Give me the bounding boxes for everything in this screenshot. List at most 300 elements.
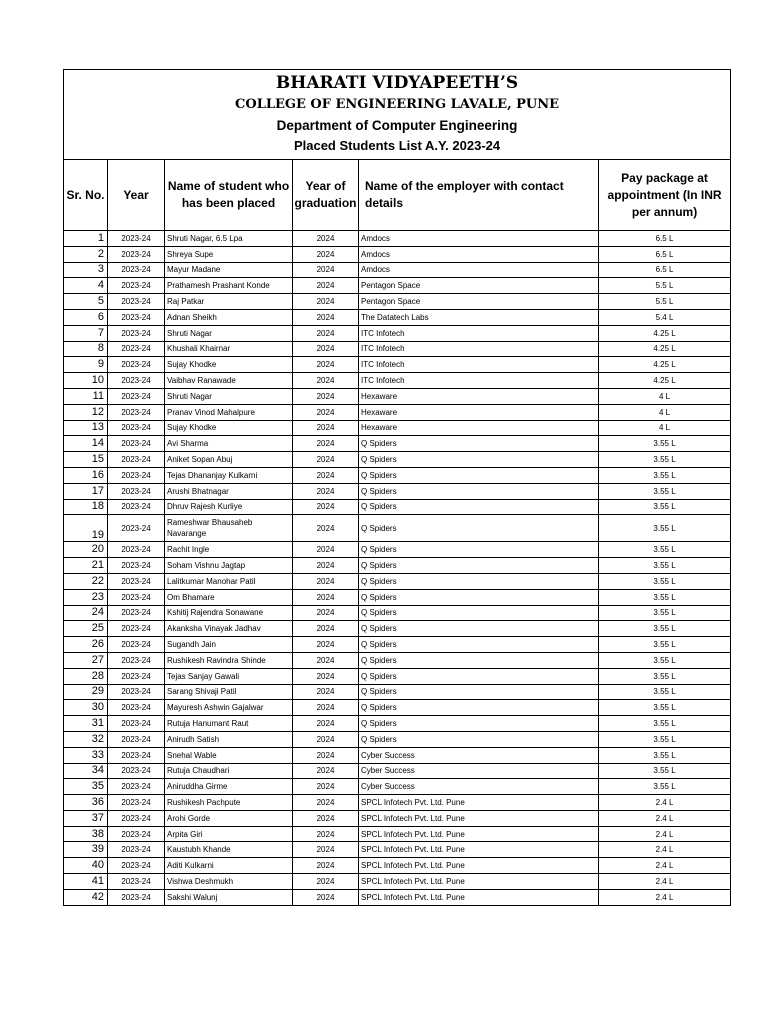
cell-sr-no: 4 bbox=[64, 278, 108, 294]
cell-graduation-year: 2024 bbox=[293, 231, 359, 247]
cell-student-name: Shruti Nagar bbox=[165, 325, 293, 341]
cell-sr-no: 8 bbox=[64, 341, 108, 357]
list-title: Placed Students List A.Y. 2023-24 bbox=[293, 138, 501, 153]
cell-student-name: Rushikesh Pachpute bbox=[165, 795, 293, 811]
cell-employer: Cyber Success bbox=[359, 747, 599, 763]
cell-year: 2023-24 bbox=[108, 700, 165, 716]
cell-sr-no: 34 bbox=[64, 763, 108, 779]
col-header-package: Pay package at appointment (In INR per annum) bbox=[599, 160, 731, 231]
cell-student-name: Tejas Sanjay Gawali bbox=[165, 668, 293, 684]
cell-student-name: Mayuresh Ashwin Gajalwar bbox=[165, 700, 293, 716]
cell-student-name: Sugandh Jain bbox=[165, 637, 293, 653]
cell-graduation-year: 2024 bbox=[293, 325, 359, 341]
cell-graduation-year: 2024 bbox=[293, 795, 359, 811]
cell-employer: Q Spiders bbox=[359, 499, 599, 515]
cell-student-name: Aniket Sopan Abuj bbox=[165, 452, 293, 468]
cell-employer: SPCL Infotech Pvt. Ltd. Pune bbox=[359, 826, 599, 842]
cell-sr-no: 3 bbox=[64, 262, 108, 278]
cell-employer: SPCL Infotech Pvt. Ltd. Pune bbox=[359, 889, 599, 905]
cell-sr-no: 26 bbox=[64, 637, 108, 653]
cell-pay-package: 2.4 L bbox=[599, 826, 731, 842]
college-name: COLLEGE OF ENGINEERING LAVALE, PUNE bbox=[235, 97, 560, 112]
table-row bbox=[64, 262, 731, 278]
cell-pay-package: 3.55 L bbox=[599, 452, 731, 468]
placement-table bbox=[63, 69, 731, 906]
cell-pay-package: 4 L bbox=[599, 388, 731, 404]
cell-student-name: Shruti Nagar, 6.5 Lpa bbox=[165, 231, 293, 247]
cell-student-name: Rushikesh Ravindra Shinde bbox=[165, 652, 293, 668]
cell-year: 2023-24 bbox=[108, 515, 165, 542]
cell-pay-package: 6.5 L bbox=[599, 246, 731, 262]
cell-graduation-year: 2024 bbox=[293, 436, 359, 452]
cell-sr-no: 37 bbox=[64, 810, 108, 826]
cell-graduation-year: 2024 bbox=[293, 637, 359, 653]
cell-sr-no: 25 bbox=[64, 621, 108, 637]
cell-graduation-year: 2024 bbox=[293, 294, 359, 310]
cell-student-name: Sujay Khodke bbox=[165, 357, 293, 373]
cell-graduation-year: 2024 bbox=[293, 731, 359, 747]
cell-student-name: Kshitij Rajendra Sonawane bbox=[165, 605, 293, 621]
cell-employer: Q Spiders bbox=[359, 542, 599, 558]
cell-year: 2023-24 bbox=[108, 874, 165, 890]
cell-year: 2023-24 bbox=[108, 763, 165, 779]
col-header-employer: Name of the employer with contact details bbox=[359, 160, 599, 231]
cell-graduation-year: 2024 bbox=[293, 420, 359, 436]
cell-graduation-year: 2024 bbox=[293, 499, 359, 515]
cell-student-name: Dhruv Rajesh Kurliye bbox=[165, 499, 293, 515]
cell-student-name: Lalitkumar Manohar Patil bbox=[165, 573, 293, 589]
col-header-student: Name of student who has been placed bbox=[165, 160, 293, 231]
cell-year: 2023-24 bbox=[108, 637, 165, 653]
cell-pay-package: 3.55 L bbox=[599, 436, 731, 452]
cell-employer: Q Spiders bbox=[359, 716, 599, 732]
cell-employer: SPCL Infotech Pvt. Ltd. Pune bbox=[359, 858, 599, 874]
cell-year: 2023-24 bbox=[108, 810, 165, 826]
cell-employer: ITC Infotech bbox=[359, 341, 599, 357]
cell-graduation-year: 2024 bbox=[293, 309, 359, 325]
table-row bbox=[64, 858, 731, 874]
cell-graduation-year: 2024 bbox=[293, 874, 359, 890]
cell-sr-no: 41 bbox=[64, 874, 108, 890]
col-header-year: Year bbox=[108, 160, 165, 231]
table-row bbox=[64, 573, 731, 589]
cell-sr-no: 27 bbox=[64, 652, 108, 668]
table-row bbox=[64, 589, 731, 605]
cell-employer: Q Spiders bbox=[359, 483, 599, 499]
cell-year: 2023-24 bbox=[108, 231, 165, 247]
cell-year: 2023-24 bbox=[108, 499, 165, 515]
table-row bbox=[64, 700, 731, 716]
cell-pay-package: 3.55 L bbox=[599, 589, 731, 605]
table-row bbox=[64, 652, 731, 668]
cell-sr-no: 30 bbox=[64, 700, 108, 716]
cell-employer: ITC Infotech bbox=[359, 357, 599, 373]
cell-employer: Amdocs bbox=[359, 246, 599, 262]
cell-graduation-year: 2024 bbox=[293, 246, 359, 262]
table-row bbox=[64, 436, 731, 452]
cell-sr-no: 6 bbox=[64, 309, 108, 325]
cell-pay-package: 4 L bbox=[599, 404, 731, 420]
cell-graduation-year: 2024 bbox=[293, 452, 359, 468]
cell-pay-package: 3.55 L bbox=[599, 652, 731, 668]
cell-year: 2023-24 bbox=[108, 652, 165, 668]
cell-sr-no: 18 bbox=[64, 499, 108, 515]
cell-graduation-year: 2024 bbox=[293, 652, 359, 668]
table-row bbox=[64, 684, 731, 700]
cell-pay-package: 3.55 L bbox=[599, 621, 731, 637]
cell-student-name: Arushi Bhatnagar bbox=[165, 483, 293, 499]
cell-year: 2023-24 bbox=[108, 436, 165, 452]
cell-student-name: Om Bhamare bbox=[165, 589, 293, 605]
cell-graduation-year: 2024 bbox=[293, 357, 359, 373]
cell-graduation-year: 2024 bbox=[293, 621, 359, 637]
cell-pay-package: 3.55 L bbox=[599, 684, 731, 700]
cell-graduation-year: 2024 bbox=[293, 515, 359, 542]
cell-pay-package: 3.55 L bbox=[599, 637, 731, 653]
table-row bbox=[64, 716, 731, 732]
cell-pay-package: 3.55 L bbox=[599, 763, 731, 779]
col-header-sr: Sr. No. bbox=[64, 160, 108, 231]
table-row bbox=[64, 467, 731, 483]
cell-sr-no: 35 bbox=[64, 779, 108, 795]
cell-graduation-year: 2024 bbox=[293, 826, 359, 842]
cell-employer: SPCL Infotech Pvt. Ltd. Pune bbox=[359, 842, 599, 858]
table-row bbox=[64, 731, 731, 747]
cell-employer: Cyber Success bbox=[359, 763, 599, 779]
table-row bbox=[64, 558, 731, 574]
cell-graduation-year: 2024 bbox=[293, 558, 359, 574]
cell-year: 2023-24 bbox=[108, 747, 165, 763]
cell-employer: Q Spiders bbox=[359, 700, 599, 716]
cell-sr-no: 9 bbox=[64, 357, 108, 373]
table-row bbox=[64, 452, 731, 468]
cell-sr-no: 23 bbox=[64, 589, 108, 605]
cell-pay-package: 6.5 L bbox=[599, 231, 731, 247]
cell-pay-package: 3.55 L bbox=[599, 467, 731, 483]
cell-employer: Hexaware bbox=[359, 420, 599, 436]
cell-pay-package: 3.55 L bbox=[599, 483, 731, 499]
cell-graduation-year: 2024 bbox=[293, 589, 359, 605]
cell-student-name: Sujay Khodke bbox=[165, 420, 293, 436]
cell-sr-no: 33 bbox=[64, 747, 108, 763]
cell-pay-package: 6.5 L bbox=[599, 262, 731, 278]
cell-employer: Pentagon Space bbox=[359, 278, 599, 294]
cell-pay-package: 2.4 L bbox=[599, 858, 731, 874]
cell-year: 2023-24 bbox=[108, 826, 165, 842]
cell-employer: ITC Infotech bbox=[359, 325, 599, 341]
cell-year: 2023-24 bbox=[108, 404, 165, 420]
cell-student-name: Aniruddha Girme bbox=[165, 779, 293, 795]
cell-graduation-year: 2024 bbox=[293, 842, 359, 858]
cell-year: 2023-24 bbox=[108, 278, 165, 294]
cell-employer: Q Spiders bbox=[359, 621, 599, 637]
cell-sr-no: 17 bbox=[64, 483, 108, 499]
cell-year: 2023-24 bbox=[108, 889, 165, 905]
cell-sr-no: 20 bbox=[64, 542, 108, 558]
table-row bbox=[64, 889, 731, 905]
cell-student-name: Rutuja Hanumant Raut bbox=[165, 716, 293, 732]
cell-year: 2023-24 bbox=[108, 483, 165, 499]
cell-sr-no: 19 bbox=[64, 515, 108, 542]
cell-graduation-year: 2024 bbox=[293, 573, 359, 589]
cell-graduation-year: 2024 bbox=[293, 747, 359, 763]
cell-employer: The Datatech Labs bbox=[359, 309, 599, 325]
cell-pay-package: 2.4 L bbox=[599, 842, 731, 858]
cell-employer: Q Spiders bbox=[359, 436, 599, 452]
cell-year: 2023-24 bbox=[108, 573, 165, 589]
cell-employer: Q Spiders bbox=[359, 452, 599, 468]
cell-year: 2023-24 bbox=[108, 341, 165, 357]
cell-year: 2023-24 bbox=[108, 795, 165, 811]
cell-student-name: Avi Sharma bbox=[165, 436, 293, 452]
cell-sr-no: 10 bbox=[64, 373, 108, 389]
cell-graduation-year: 2024 bbox=[293, 467, 359, 483]
cell-student-name: Tejas Dhananjay Kulkarni bbox=[165, 467, 293, 483]
cell-student-name: Vishwa Deshmukh bbox=[165, 874, 293, 890]
table-body bbox=[64, 231, 731, 906]
cell-student-name: Akanksha Vinayak Jadhav bbox=[165, 621, 293, 637]
cell-year: 2023-24 bbox=[108, 731, 165, 747]
cell-student-name: Rutuja Chaudhari bbox=[165, 763, 293, 779]
cell-year: 2023-24 bbox=[108, 716, 165, 732]
cell-employer: Q Spiders bbox=[359, 558, 599, 574]
cell-sr-no: 14 bbox=[64, 436, 108, 452]
table-row bbox=[64, 309, 731, 325]
cell-year: 2023-24 bbox=[108, 452, 165, 468]
cell-graduation-year: 2024 bbox=[293, 810, 359, 826]
cell-pay-package: 5.5 L bbox=[599, 278, 731, 294]
cell-employer: Q Spiders bbox=[359, 515, 599, 542]
cell-year: 2023-24 bbox=[108, 684, 165, 700]
cell-employer: Q Spiders bbox=[359, 684, 599, 700]
cell-sr-no: 36 bbox=[64, 795, 108, 811]
cell-employer: Q Spiders bbox=[359, 605, 599, 621]
cell-graduation-year: 2024 bbox=[293, 483, 359, 499]
cell-pay-package: 3.55 L bbox=[599, 716, 731, 732]
cell-student-name: Shreya Supe bbox=[165, 246, 293, 262]
cell-student-name: Raj Patkar bbox=[165, 294, 293, 310]
cell-employer: ITC Infotech bbox=[359, 373, 599, 389]
cell-pay-package: 4.25 L bbox=[599, 341, 731, 357]
cell-year: 2023-24 bbox=[108, 420, 165, 436]
cell-pay-package: 2.4 L bbox=[599, 874, 731, 890]
cell-sr-no: 2 bbox=[64, 246, 108, 262]
cell-employer: Q Spiders bbox=[359, 467, 599, 483]
table-row bbox=[64, 779, 731, 795]
cell-pay-package: 3.55 L bbox=[599, 700, 731, 716]
cell-employer: SPCL Infotech Pvt. Ltd. Pune bbox=[359, 795, 599, 811]
cell-year: 2023-24 bbox=[108, 373, 165, 389]
table-row bbox=[64, 388, 731, 404]
cell-sr-no: 24 bbox=[64, 605, 108, 621]
cell-sr-no: 11 bbox=[64, 388, 108, 404]
cell-student-name: Adnan Sheikh bbox=[165, 309, 293, 325]
cell-graduation-year: 2024 bbox=[293, 763, 359, 779]
cell-employer: Hexaware bbox=[359, 388, 599, 404]
cell-year: 2023-24 bbox=[108, 357, 165, 373]
cell-year: 2023-24 bbox=[108, 309, 165, 325]
cell-employer: Q Spiders bbox=[359, 589, 599, 605]
placement-document bbox=[63, 69, 730, 906]
cell-student-name: Mayur Madane bbox=[165, 262, 293, 278]
cell-year: 2023-24 bbox=[108, 467, 165, 483]
cell-year: 2023-24 bbox=[108, 246, 165, 262]
cell-employer: Hexaware bbox=[359, 404, 599, 420]
table-row bbox=[64, 637, 731, 653]
cell-pay-package: 3.55 L bbox=[599, 558, 731, 574]
table-row bbox=[64, 668, 731, 684]
cell-graduation-year: 2024 bbox=[293, 889, 359, 905]
cell-employer: Amdocs bbox=[359, 262, 599, 278]
table-row bbox=[64, 747, 731, 763]
cell-student-name: Sakshi Walunj bbox=[165, 889, 293, 905]
cell-employer: Pentagon Space bbox=[359, 294, 599, 310]
cell-student-name: Anirudh Satish bbox=[165, 731, 293, 747]
table-row bbox=[64, 404, 731, 420]
cell-student-name: Arohi Gorde bbox=[165, 810, 293, 826]
cell-sr-no: 38 bbox=[64, 826, 108, 842]
cell-pay-package: 3.55 L bbox=[599, 499, 731, 515]
cell-student-name: Soham Vishnu Jagtap bbox=[165, 558, 293, 574]
cell-graduation-year: 2024 bbox=[293, 542, 359, 558]
department-name: Department of Computer Engineering bbox=[276, 118, 518, 133]
cell-graduation-year: 2024 bbox=[293, 341, 359, 357]
cell-graduation-year: 2024 bbox=[293, 605, 359, 621]
cell-graduation-year: 2024 bbox=[293, 779, 359, 795]
cell-student-name: Snehal Wable bbox=[165, 747, 293, 763]
cell-year: 2023-24 bbox=[108, 388, 165, 404]
cell-graduation-year: 2024 bbox=[293, 858, 359, 874]
cell-employer: Q Spiders bbox=[359, 731, 599, 747]
table-row bbox=[64, 499, 731, 515]
cell-pay-package: 5.4 L bbox=[599, 309, 731, 325]
cell-pay-package: 4.25 L bbox=[599, 357, 731, 373]
cell-year: 2023-24 bbox=[108, 325, 165, 341]
cell-pay-package: 2.4 L bbox=[599, 795, 731, 811]
table-row bbox=[64, 483, 731, 499]
table-row bbox=[64, 231, 731, 247]
col-header-graduation: Year of graduation bbox=[293, 160, 359, 231]
table-row bbox=[64, 605, 731, 621]
cell-year: 2023-24 bbox=[108, 668, 165, 684]
table-row bbox=[64, 515, 731, 542]
cell-student-name: Vaibhav Ranawade bbox=[165, 373, 293, 389]
institution-name: BHARATI VIDYAPEETH’S bbox=[275, 73, 519, 93]
cell-employer: Amdocs bbox=[359, 231, 599, 247]
cell-pay-package: 3.55 L bbox=[599, 747, 731, 763]
table-row bbox=[64, 842, 731, 858]
cell-sr-no: 32 bbox=[64, 731, 108, 747]
cell-employer: Q Spiders bbox=[359, 573, 599, 589]
cell-year: 2023-24 bbox=[108, 589, 165, 605]
table-row bbox=[64, 278, 731, 294]
cell-sr-no: 42 bbox=[64, 889, 108, 905]
cell-year: 2023-24 bbox=[108, 779, 165, 795]
cell-employer: SPCL Infotech Pvt. Ltd. Pune bbox=[359, 874, 599, 890]
cell-pay-package: 3.55 L bbox=[599, 515, 731, 542]
cell-year: 2023-24 bbox=[108, 621, 165, 637]
cell-sr-no: 1 bbox=[64, 231, 108, 247]
cell-year: 2023-24 bbox=[108, 605, 165, 621]
table-row bbox=[64, 325, 731, 341]
table-row bbox=[64, 294, 731, 310]
cell-sr-no: 39 bbox=[64, 842, 108, 858]
cell-student-name: Sarang Shivaji Patil bbox=[165, 684, 293, 700]
cell-pay-package: 3.55 L bbox=[599, 573, 731, 589]
cell-sr-no: 40 bbox=[64, 858, 108, 874]
cell-sr-no: 13 bbox=[64, 420, 108, 436]
cell-pay-package: 3.55 L bbox=[599, 605, 731, 621]
cell-pay-package: 3.55 L bbox=[599, 779, 731, 795]
column-header-row bbox=[64, 160, 731, 231]
cell-graduation-year: 2024 bbox=[293, 262, 359, 278]
cell-graduation-year: 2024 bbox=[293, 716, 359, 732]
table-row bbox=[64, 826, 731, 842]
cell-student-name: Khushali Khairnar bbox=[165, 341, 293, 357]
cell-student-name: Pranav Vinod Mahalpure bbox=[165, 404, 293, 420]
cell-student-name: Arpita Giri bbox=[165, 826, 293, 842]
cell-student-name: Rachit Ingle bbox=[165, 542, 293, 558]
cell-graduation-year: 2024 bbox=[293, 278, 359, 294]
cell-pay-package: 3.55 L bbox=[599, 668, 731, 684]
cell-sr-no: 16 bbox=[64, 467, 108, 483]
table-row bbox=[64, 373, 731, 389]
cell-sr-no: 21 bbox=[64, 558, 108, 574]
cell-student-name: Rameshwar Bhausaheb Navarange bbox=[165, 515, 293, 542]
cell-year: 2023-24 bbox=[108, 294, 165, 310]
cell-pay-package: 2.4 L bbox=[599, 889, 731, 905]
cell-sr-no: 31 bbox=[64, 716, 108, 732]
cell-student-name: Shruti Nagar bbox=[165, 388, 293, 404]
cell-graduation-year: 2024 bbox=[293, 668, 359, 684]
cell-sr-no: 22 bbox=[64, 573, 108, 589]
table-row bbox=[64, 542, 731, 558]
cell-sr-no: 5 bbox=[64, 294, 108, 310]
cell-graduation-year: 2024 bbox=[293, 373, 359, 389]
table-row bbox=[64, 810, 731, 826]
cell-employer: Q Spiders bbox=[359, 652, 599, 668]
table-row bbox=[64, 874, 731, 890]
cell-pay-package: 2.4 L bbox=[599, 810, 731, 826]
cell-sr-no: 29 bbox=[64, 684, 108, 700]
cell-sr-no: 15 bbox=[64, 452, 108, 468]
table-row bbox=[64, 763, 731, 779]
cell-student-name: Prathamesh Prashant Konde bbox=[165, 278, 293, 294]
cell-pay-package: 3.55 L bbox=[599, 731, 731, 747]
cell-graduation-year: 2024 bbox=[293, 684, 359, 700]
cell-pay-package: 4 L bbox=[599, 420, 731, 436]
cell-pay-package: 3.55 L bbox=[599, 542, 731, 558]
cell-sr-no: 12 bbox=[64, 404, 108, 420]
table-row bbox=[64, 420, 731, 436]
cell-pay-package: 4.25 L bbox=[599, 373, 731, 389]
table-row bbox=[64, 795, 731, 811]
table-row bbox=[64, 357, 731, 373]
cell-graduation-year: 2024 bbox=[293, 404, 359, 420]
table-row bbox=[64, 341, 731, 357]
cell-student-name: Aditi Kulkarni bbox=[165, 858, 293, 874]
cell-sr-no: 28 bbox=[64, 668, 108, 684]
cell-graduation-year: 2024 bbox=[293, 700, 359, 716]
cell-graduation-year: 2024 bbox=[293, 388, 359, 404]
cell-sr-no: 7 bbox=[64, 325, 108, 341]
cell-employer: Q Spiders bbox=[359, 637, 599, 653]
cell-year: 2023-24 bbox=[108, 858, 165, 874]
cell-employer: SPCL Infotech Pvt. Ltd. Pune bbox=[359, 810, 599, 826]
cell-pay-package: 4.25 L bbox=[599, 325, 731, 341]
cell-year: 2023-24 bbox=[108, 262, 165, 278]
cell-employer: Q Spiders bbox=[359, 668, 599, 684]
